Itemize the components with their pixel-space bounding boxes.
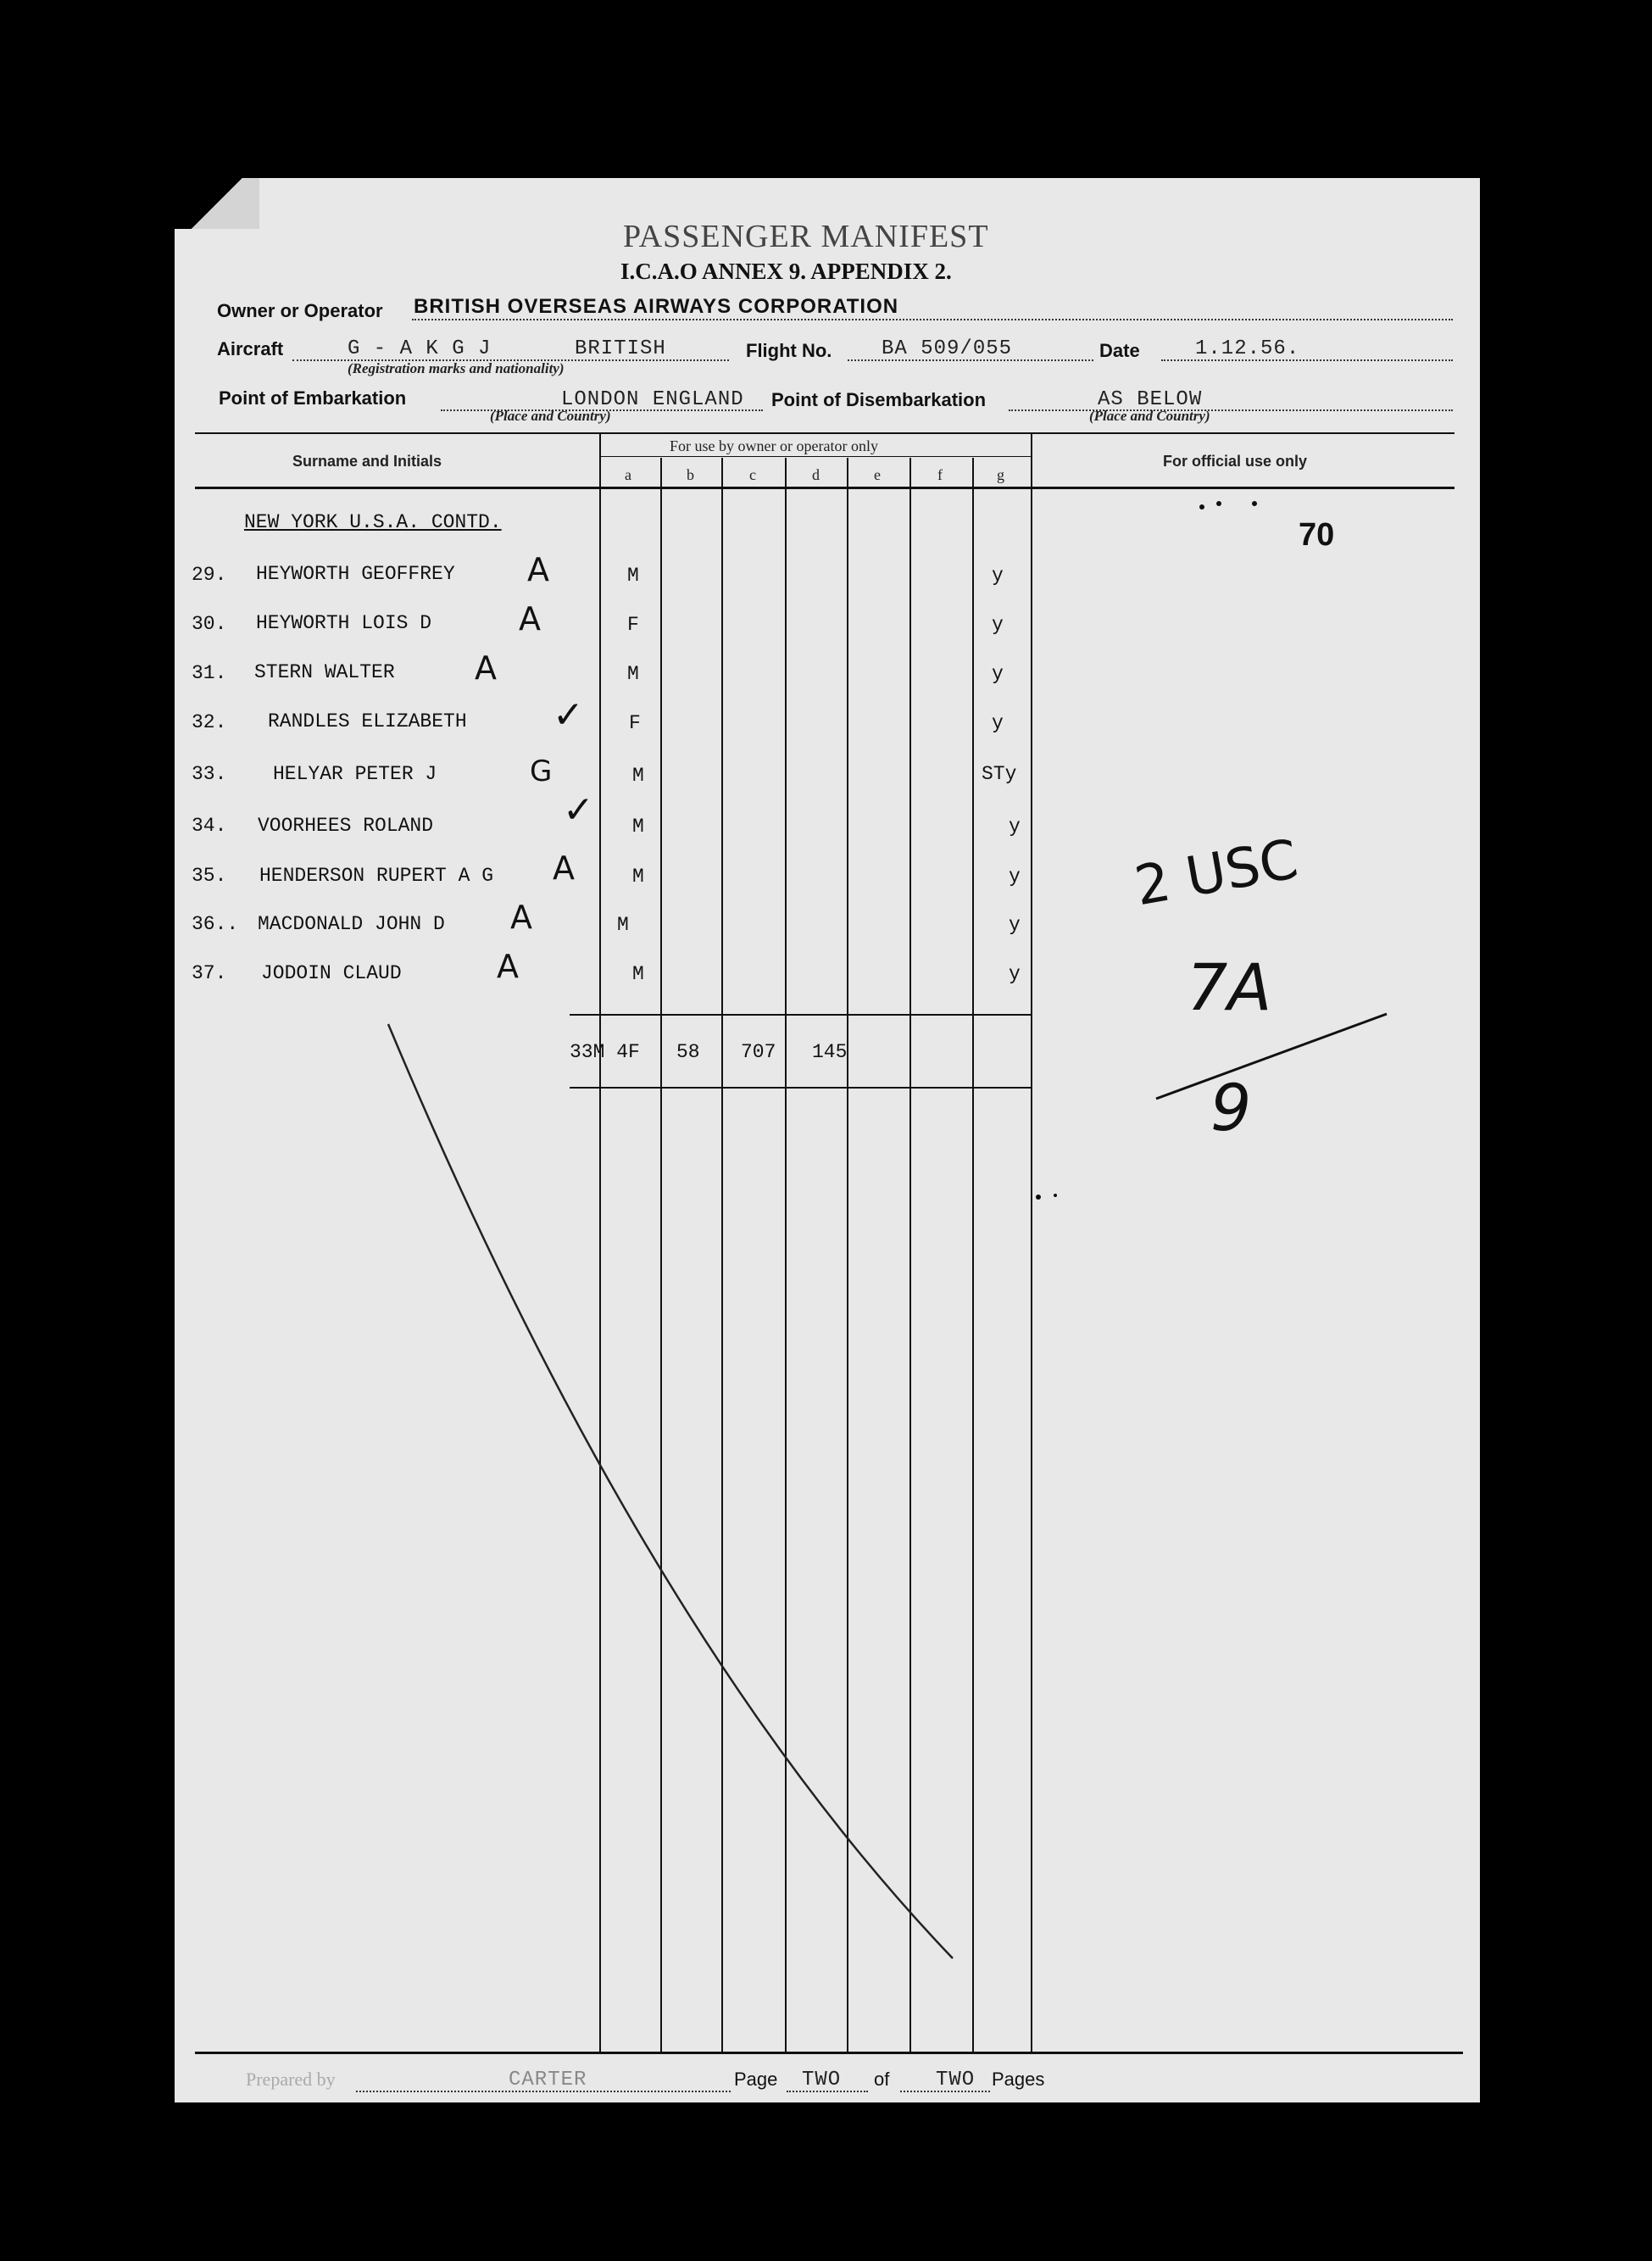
sex-value: M bbox=[627, 663, 639, 685]
sex-value: M bbox=[627, 565, 639, 587]
total-a: 33M 4F bbox=[570, 1041, 640, 1063]
passenger-name: HELYAR PETER J bbox=[273, 763, 437, 785]
row-number: 36.. bbox=[192, 913, 239, 935]
embarkation-label: Point of Embarkation bbox=[219, 387, 407, 409]
ink-speck bbox=[1054, 1194, 1057, 1197]
passenger-name: MACDONALD JOHN D bbox=[258, 913, 445, 935]
col-header-f: f bbox=[937, 466, 943, 483]
handwritten-mark: A bbox=[475, 649, 497, 687]
sex-value: F bbox=[629, 712, 641, 734]
owner-label: Owner or Operator bbox=[217, 300, 383, 321]
handwritten-mark: A bbox=[510, 899, 532, 936]
passenger-name: HENDERSON RUPERT A G bbox=[259, 865, 494, 887]
of-label: of bbox=[874, 2069, 890, 2090]
row-number: 29. bbox=[192, 564, 227, 586]
date-label: Date bbox=[1099, 340, 1140, 361]
official-header: For official use only bbox=[1163, 453, 1308, 470]
col-header-g: g bbox=[997, 466, 1004, 483]
sex-value: M bbox=[632, 963, 644, 985]
aircraft-label: Aircraft bbox=[217, 338, 284, 359]
aircraft-nationality: BRITISH bbox=[575, 337, 666, 360]
col-g-value: y bbox=[992, 712, 1004, 734]
official-note-7a: 7A bbox=[1187, 950, 1272, 1025]
page-value: TWO bbox=[802, 2069, 842, 2091]
col-g-value: y bbox=[1009, 816, 1021, 838]
aircraft-registration: G - A K G J bbox=[348, 337, 492, 360]
operator-header: For use by owner or operator only bbox=[670, 437, 878, 454]
disembarkation-label: Point of Disembarkation bbox=[771, 389, 987, 410]
col-header-d: d bbox=[812, 466, 820, 483]
sex-value: M bbox=[617, 914, 629, 936]
col-header-b: b bbox=[687, 466, 694, 483]
disembarkation-value: AS BELOW bbox=[1098, 388, 1203, 411]
col-header-c: c bbox=[749, 466, 756, 483]
handwritten-mark: A bbox=[519, 600, 541, 638]
document-title: PASSENGER MANIFEST bbox=[623, 219, 989, 254]
prepared-dotline bbox=[356, 2091, 731, 2092]
footer-rule bbox=[195, 2052, 1463, 2054]
sex-value: F bbox=[627, 614, 639, 636]
handwritten-checkmark: ✓ bbox=[563, 788, 594, 832]
col-g-value: y bbox=[1009, 866, 1021, 888]
col-g-value: y bbox=[1009, 914, 1021, 936]
embarkation-value: LONDON ENGLAND bbox=[561, 388, 744, 411]
row-number: 30. bbox=[192, 613, 227, 635]
pages-label: Pages bbox=[992, 2069, 1045, 2090]
handwritten-checkmark: ✓ bbox=[553, 693, 584, 737]
total-pages-value: TWO bbox=[936, 2069, 976, 2091]
passenger-name: STERN WALTER bbox=[254, 661, 395, 683]
sex-value: M bbox=[632, 765, 644, 787]
fraction-bar bbox=[1156, 1014, 1387, 1099]
total-pages-dotline bbox=[900, 2091, 990, 2092]
row-number: 31. bbox=[192, 662, 227, 684]
row-number: 34. bbox=[192, 815, 227, 837]
handwritten-mark: A bbox=[497, 948, 519, 985]
total-d: 145 bbox=[812, 1041, 848, 1063]
row-number: 35. bbox=[192, 865, 227, 887]
date-value: 1.12.56. bbox=[1195, 337, 1300, 360]
embarkation-note: (Place and Country) bbox=[490, 408, 611, 424]
passenger-name: RANDLES ELIZABETH bbox=[268, 710, 467, 732]
passenger-name: HEYWORTH GEOFFREY bbox=[256, 563, 455, 585]
diagonal-cancel-stroke bbox=[388, 1024, 953, 1958]
passenger-name: JODOIN CLAUD bbox=[261, 962, 402, 984]
page-dotline bbox=[787, 2091, 868, 2092]
section-heading: NEW YORK U.S.A. CONTD. bbox=[244, 511, 502, 533]
page-label: Page bbox=[734, 2069, 778, 2090]
col-g-value: y bbox=[992, 663, 1004, 685]
official-note-usc: 2 USC bbox=[1130, 828, 1303, 919]
prepared-by-value: CARTER bbox=[509, 2069, 587, 2091]
handwritten-mark: G bbox=[530, 755, 553, 788]
disembarkation-note: (Place and Country) bbox=[1089, 408, 1210, 424]
col-header-a: a bbox=[625, 466, 631, 483]
surname-header: Surname and Initials bbox=[292, 453, 442, 470]
sex-value: M bbox=[632, 816, 644, 838]
passenger-name: VOORHEES ROLAND bbox=[258, 815, 434, 837]
col-g-value: y bbox=[992, 614, 1004, 636]
handwritten-mark: A bbox=[527, 551, 549, 588]
ink-speck bbox=[1216, 501, 1221, 506]
flight-value: BA 509/055 bbox=[882, 337, 1013, 360]
passenger-name: HEYWORTH LOIS D bbox=[256, 612, 432, 634]
row-number: 37. bbox=[192, 962, 227, 984]
ink-speck bbox=[1199, 504, 1204, 510]
col-g-value: y bbox=[992, 565, 1004, 587]
prepared-by-label: Prepared by bbox=[246, 2069, 336, 2090]
ink-speck bbox=[1252, 501, 1257, 506]
total-c: 707 bbox=[741, 1041, 776, 1063]
flight-label: Flight No. bbox=[746, 340, 832, 361]
row-number: 33. bbox=[192, 763, 227, 785]
aircraft-note: (Registration marks and nationality) bbox=[348, 360, 565, 376]
document-subtitle: I.C.A.O ANNEX 9. APPENDIX 2. bbox=[620, 259, 952, 284]
owner-value: BRITISH OVERSEAS AIRWAYS CORPORATION bbox=[414, 295, 899, 318]
total-b: 58 bbox=[676, 1041, 700, 1063]
col-g-value: STy bbox=[982, 763, 1017, 785]
ink-speck bbox=[1036, 1195, 1041, 1200]
official-note-9: 9 bbox=[1210, 1070, 1252, 1145]
handwritten-mark: A bbox=[553, 849, 575, 887]
official-stamp-number: 70 bbox=[1299, 517, 1335, 553]
row-number: 32. bbox=[192, 711, 227, 733]
col-header-e: e bbox=[874, 466, 881, 483]
sex-value: M bbox=[632, 866, 644, 888]
col-g-value: y bbox=[1009, 963, 1021, 985]
